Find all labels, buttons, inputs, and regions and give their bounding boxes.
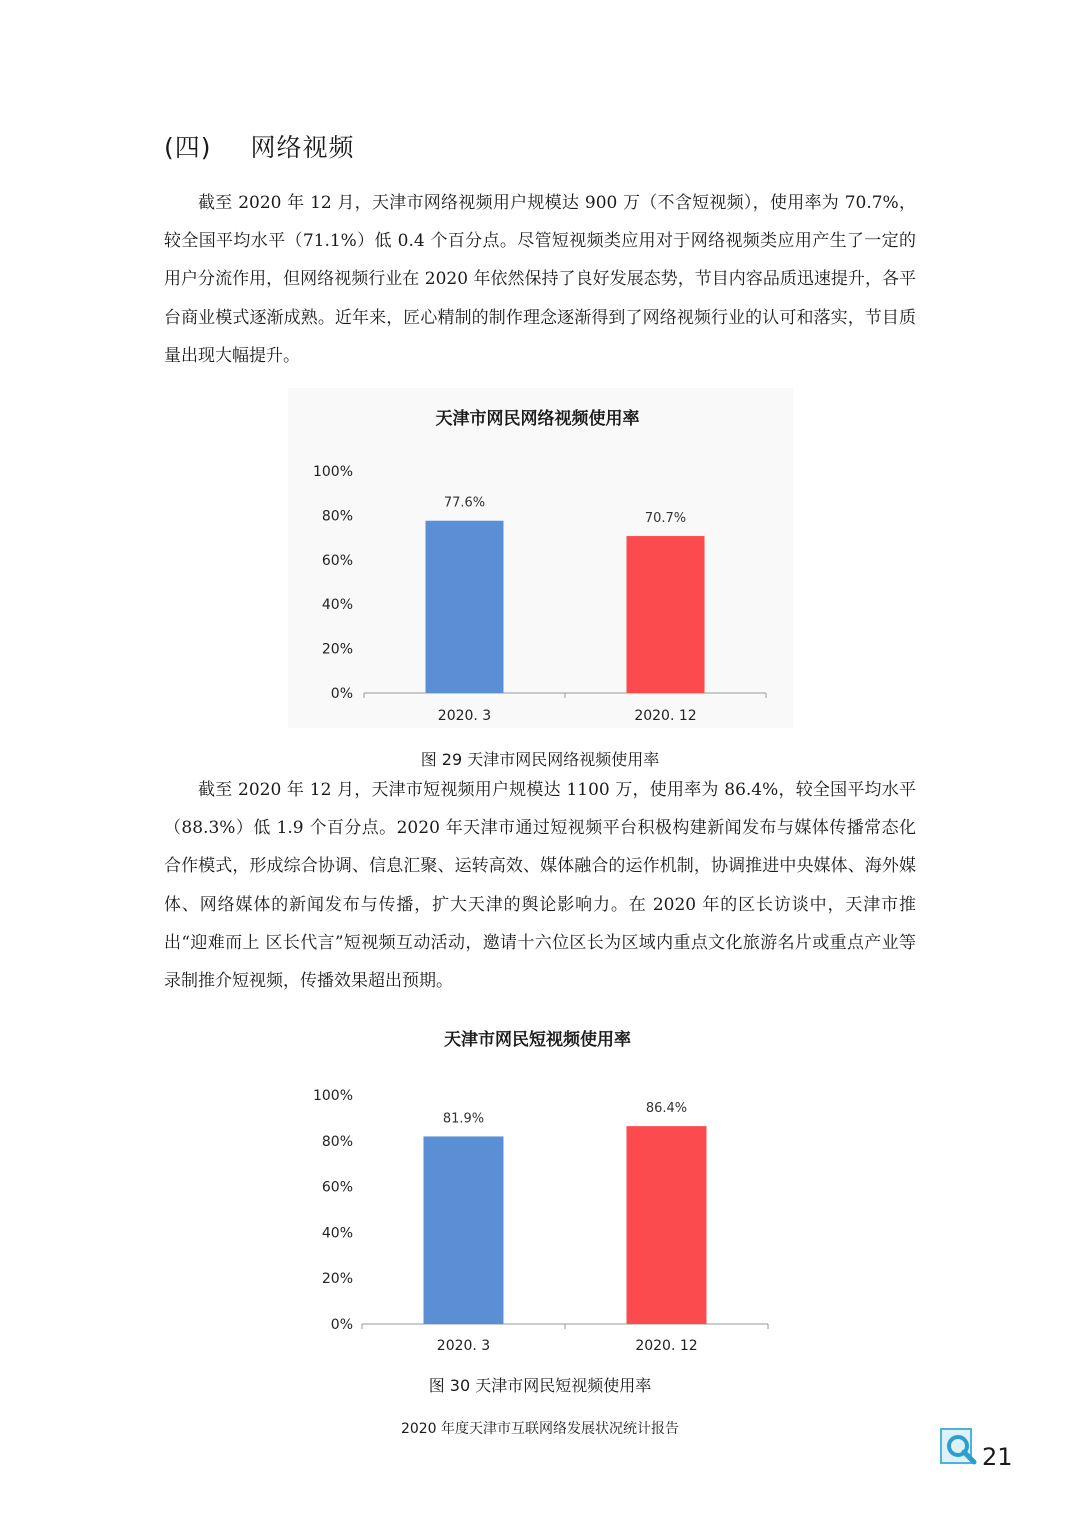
figure-caption-29: 图 29 天津市网民网络视频使用率 [420, 750, 660, 769]
bar-data-label: 86.4% [645, 1101, 688, 1117]
y-tick-label: 20% [321, 641, 353, 658]
chart-title: 天津市网民网络视频使用率 [435, 409, 640, 429]
report-logo-icon [940, 1428, 980, 1466]
y-tick-label: 40% [321, 1225, 353, 1242]
y-tick-label: 40% [321, 597, 353, 614]
x-category-label: 2020. 12 [635, 1338, 698, 1354]
y-tick-label: 0% [330, 1317, 353, 1333]
bar-data-label: 70.7% [644, 511, 687, 527]
chart-short-video-svg [288, 1010, 793, 1362]
paragraph-short-video: 截至 2020 年 12 月，天津市短视频用户规模达 1100 万，使用率为 86.4%，较全国平均水平（88.3%）低 1.9 个百分点。2020 年天津市通过短视频平台积极构建新闻发布与媒体传播常态化合作模式，形成综合协调、信息汇聚、运转高效、媒体融合的运作机制，协调推进中央媒体、海外媒体、网络媒体的新闻发布与传播，扩大天津的舆论影响力。在 2020 年的区长访谈中，天津市推出“迎难而上 区长代言”短视频互动活动，邀请十六位区长为区域内重点文化旅游名片或重点产业等录制推介短视频，传播效果超出预期。 [164, 780, 916, 992]
y-tick-label: 0% [330, 686, 353, 702]
y-tick-label: 60% [321, 1179, 353, 1196]
y-tick-label: 100% [312, 464, 353, 480]
y-tick-label: 80% [321, 508, 353, 525]
chart-background [288, 1010, 793, 1362]
chart-title: 天津市网民短视频使用率 [444, 1030, 631, 1050]
y-tick-label: 80% [321, 1133, 353, 1150]
report-footer: 2020 年度天津市互联网络发展状况统计报告 [400, 1421, 680, 1437]
bar [627, 536, 705, 693]
x-category-label: 2020. 3 [436, 1338, 491, 1354]
y-tick-label: 60% [321, 552, 353, 569]
bar [424, 1136, 504, 1324]
paragraph-network-video: 截至 2020 年 12 月，天津市网络视频用户规模达 900 万（不含短视频），使用率为 70.7%，较全国平均水平（71.1%）低 0.4 个百分点。尽管短视频类应用对于网络视频类应用产生了一定的用户分流作用，但网络视频行业在 2020 年依然保持了良好发展态势，节目内容品质迅速提升，各平台商业模式逐渐成熟。近年来，匠心精制的制作理念逐渐得到了网络视频行业的认可和落实，节目质量出现大幅提升。 [164, 193, 916, 366]
bar [627, 1126, 707, 1324]
bar-data-label: 81.9% [442, 1111, 485, 1127]
x-category-label: 2020. 3 [437, 708, 492, 724]
bar [426, 521, 504, 693]
bar-data-label: 77.6% [443, 495, 486, 511]
chart-network-video-svg [288, 388, 793, 728]
x-category-label: 2020. 12 [634, 708, 697, 724]
chart-background [288, 388, 793, 728]
y-tick-label: 20% [321, 1271, 353, 1288]
section-heading [164, 128, 354, 164]
section-title: 网络视频 [250, 133, 355, 162]
page-number: 21 [982, 1443, 1013, 1471]
y-tick-label: 100% [312, 1088, 353, 1104]
chart-network-video [288, 388, 793, 728]
figure-caption-30: 图 30 天津市网民短视频使用率 [428, 1376, 652, 1395]
chart-short-video [288, 1010, 793, 1362]
section-number: (四) [164, 133, 212, 162]
